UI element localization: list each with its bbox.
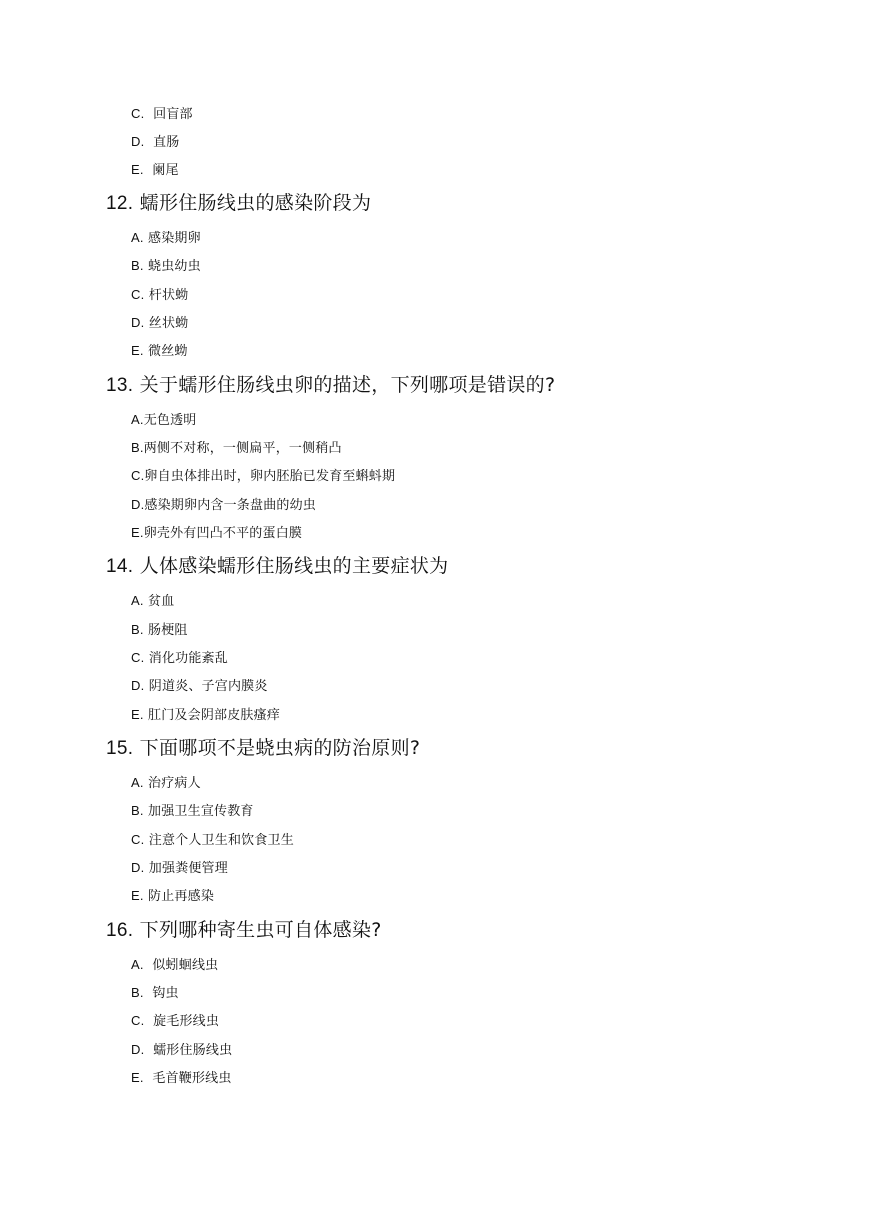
option-text: 杆状蚴	[148, 288, 189, 303]
option-text: 两侧不对称，一侧扁平，一侧稍凸	[143, 441, 342, 456]
option-letter: C.	[131, 1013, 145, 1028]
option-letter: C.	[131, 832, 145, 847]
option-text: 微丝蚴	[148, 344, 188, 359]
option-15-c	[131, 832, 294, 849]
question-text: 下列哪种寄生虫可自体感染?	[139, 919, 382, 941]
option-13-a	[131, 412, 197, 429]
option-letter: D.	[131, 1042, 145, 1057]
option-text: 毛首鞭形线虫	[152, 1071, 232, 1086]
question-number: 14.	[106, 556, 134, 577]
option-prev-c	[131, 106, 193, 123]
question-text: 蠕形住肠线虫的感染阶段为	[139, 192, 372, 214]
option-letter: E.	[131, 343, 144, 358]
option-letter: B.	[131, 803, 144, 818]
option-text: 无色透明	[143, 413, 197, 428]
option-text: 注意个人卫生和饮食卫生	[148, 833, 294, 848]
question-text: 关于蠕形住肠线虫卵的描述，下列哪项是错误的?	[139, 374, 556, 396]
option-letter: D.	[131, 678, 145, 693]
option-text: 阴道炎、子宫内膜炎	[148, 679, 268, 694]
question-number: 16.	[106, 920, 134, 941]
question-text: 下面哪项不是蛲虫病的防治原则?	[139, 737, 421, 759]
option-text: 回盲部	[153, 107, 193, 122]
option-13-d	[131, 497, 316, 514]
option-text: 贫血	[148, 594, 175, 609]
option-letter: E.	[131, 707, 144, 722]
option-text: 旋毛形线虫	[153, 1014, 220, 1029]
question-12	[106, 191, 371, 216]
question-16	[106, 918, 382, 943]
option-letter: D.	[131, 315, 145, 330]
option-letter: E.	[131, 525, 144, 540]
option-prev-d	[131, 134, 179, 151]
option-letter: E.	[131, 888, 144, 903]
option-12-b	[131, 258, 201, 275]
option-14-a	[131, 593, 174, 610]
option-16-e	[131, 1070, 232, 1087]
question-14	[106, 554, 448, 579]
option-text: 阑尾	[152, 163, 179, 178]
option-text: 加强卫生宣传教育	[148, 804, 254, 819]
question-number: 15.	[106, 738, 134, 759]
option-12-d	[131, 315, 188, 332]
option-letter: D.	[131, 860, 145, 875]
option-text: 丝状蚴	[148, 316, 189, 331]
option-text: 防止再感染	[148, 889, 215, 904]
option-letter: E.	[131, 1070, 144, 1085]
option-13-b	[131, 440, 342, 457]
option-letter: C.	[131, 468, 145, 483]
option-text: 卵壳外有凹凸不平的蛋白膜	[143, 526, 303, 541]
option-letter: C.	[131, 287, 145, 302]
option-letter: B.	[131, 258, 144, 273]
option-text: 感染期卵内含一条盘曲的幼虫	[144, 498, 317, 513]
question-15	[106, 736, 420, 761]
question-number: 12.	[106, 193, 134, 214]
option-text: 肠梗阻	[148, 623, 188, 638]
question-number: 13.	[106, 375, 134, 396]
option-letter: B.	[131, 622, 144, 637]
option-letter: C.	[131, 106, 145, 121]
option-text: 钩虫	[152, 986, 179, 1001]
option-16-c	[131, 1013, 219, 1030]
option-12-e	[131, 343, 188, 360]
option-letter: A.	[131, 593, 144, 608]
option-12-c	[131, 287, 188, 304]
option-14-c	[131, 650, 228, 667]
option-letter: D.	[131, 134, 145, 149]
option-15-e	[131, 888, 214, 905]
option-prev-e	[131, 162, 179, 179]
option-14-d	[131, 678, 268, 695]
question-13	[106, 373, 555, 398]
option-letter: D.	[131, 497, 145, 512]
option-15-d	[131, 860, 228, 877]
option-text: 消化功能紊乱	[148, 651, 228, 666]
option-13-c	[131, 468, 395, 485]
question-text: 人体感染蠕形住肠线虫的主要症状为	[139, 555, 449, 577]
option-letter: B.	[131, 985, 144, 1000]
option-text: 卵自虫体排出时，卵内胚胎已发育至蝌蚪期	[144, 469, 396, 484]
option-letter: B.	[131, 440, 144, 455]
option-text: 似蚓蛔线虫	[152, 958, 219, 973]
option-text: 直肠	[153, 135, 180, 150]
option-letter: E.	[131, 162, 144, 177]
option-text: 加强粪便管理	[148, 861, 228, 876]
option-letter: C.	[131, 650, 145, 665]
option-text: 治疗病人	[148, 776, 201, 791]
option-letter: A.	[131, 775, 144, 790]
option-15-a	[131, 775, 201, 792]
option-text: 蠕形住肠线虫	[153, 1043, 233, 1058]
option-16-b	[131, 985, 179, 1002]
option-14-b	[131, 622, 188, 639]
option-12-a	[131, 230, 201, 247]
option-letter: A.	[131, 957, 144, 972]
option-16-a	[131, 957, 218, 974]
option-14-e	[131, 707, 280, 724]
option-16-d	[131, 1042, 232, 1059]
option-text: 蛲虫幼虫	[148, 259, 201, 274]
option-13-e	[131, 525, 302, 542]
option-text: 肛门及会阴部皮肤瘙痒	[148, 708, 281, 723]
option-15-b	[131, 803, 254, 820]
option-text: 感染期卵	[148, 231, 201, 246]
option-letter: A.	[131, 230, 144, 245]
option-letter: A.	[131, 412, 144, 427]
